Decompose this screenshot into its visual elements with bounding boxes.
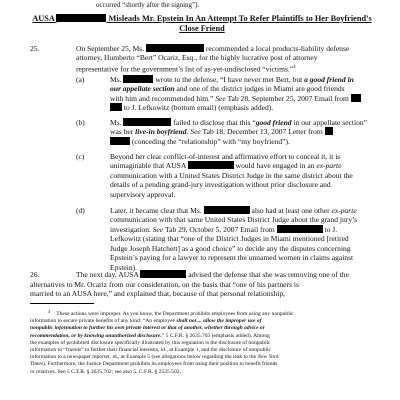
p26-text: married to an AUSA here,” and explained that, because of that personal relationship, <box>30 288 286 298</box>
redaction-block <box>110 137 130 145</box>
pc-text: supervisory approval. <box>110 189 176 199</box>
p25-text: attorney, Humberto “Bert” Ocariz, Esq., for the highly lucrative post of attorney <box>76 53 318 63</box>
top-fragment: occurred “shortly after the signing”). <box>96 1 200 9</box>
paragraph-26 <box>76 251 374 279</box>
pa-text: and one of the district judges in Miami are good friends <box>176 84 345 94</box>
pb-text: Ms. <box>110 118 122 127</box>
redaction-block <box>146 44 204 52</box>
footnote-text: ” 5 C.F.R. § 2635.703 (emphasis added). Among <box>161 332 270 339</box>
paragraph-number-25: 25. <box>30 44 40 53</box>
pa-citation-signal: See <box>215 93 226 103</box>
pb-citation-signal: See <box>190 127 201 137</box>
pd-text: Tab 29, October 5, 2007 Email from <box>165 224 275 234</box>
pc-text: Beyond her clear conflict-of-interest and affirmative effort to conceal it, it is <box>110 152 341 161</box>
heading-pre: AUSA <box>32 14 55 23</box>
footnote-emphasis: recommendation, or by knowing unauthorized disclosure. <box>30 332 162 339</box>
pd-text: grand jury’s <box>320 215 358 225</box>
pd-text: Epstein’s paying for a lawyer to represent the unnamed women in claims against <box>110 253 354 263</box>
subpoint-b-label: (b) <box>76 118 85 127</box>
pa-emphasis: a good friend in <box>304 75 354 84</box>
redaction-block <box>140 270 186 278</box>
p26-text: The next day, AUSA <box>76 270 139 279</box>
pd-text: Judge Joseph Hatchett] as a good choice” to decide any the disputes concerning <box>110 243 351 253</box>
pd-text: Lefkowitz (stating that “one of the District Judges in Miami mentioned [retired <box>110 234 349 244</box>
footnote-divider <box>30 303 94 304</box>
footnote-emphasis: nonpublic information to further his own private interest or that of another, whether through advice or <box>30 325 265 332</box>
p25-text: recommended a local products-liability defense <box>205 44 350 53</box>
footnote-text: These actions were improper. As you know, the Department prohibits employees from using any nonpublic <box>56 311 294 317</box>
redaction-block <box>351 94 361 102</box>
footnote-emphasis: New York <box>257 354 279 361</box>
redaction-block <box>277 225 323 233</box>
subpoint-c <box>110 152 374 199</box>
footnote-text: information to a newspaper reporter, id., at Example 5 (see allegations below regarding the leak to the <box>30 354 257 361</box>
pd-text: communication with that same United States District Judge about the <box>110 215 319 225</box>
pd-text: Epstein). <box>110 262 138 272</box>
footnote-text: information to “friends” to further their financial interests, id., at Example 1, and the disclosure of nonpublic <box>30 347 271 354</box>
pb-emphasis: live-in boyfriend <box>135 127 187 137</box>
subpoint-c-label: (c) <box>76 152 85 161</box>
p25-text: representative for the government’s list of as-yet-undisclosed “victims.” <box>76 64 294 74</box>
pa-text: wrote to the defense, “I have never met Bert, but <box>155 75 303 84</box>
p26-text: alternatives to Mr. Ocariz from our consideration, on the basis that “one of his partners is <box>30 279 299 289</box>
p26-text: advised the defense that she was removing one of the <box>188 270 349 279</box>
footnote-emphasis: ... allow the improper use of <box>197 318 262 325</box>
redaction-block <box>56 14 106 22</box>
pc-text: communication with a United States District Judge in the same district about the <box>110 170 353 180</box>
pc-emphasis: ex-parte <box>316 161 342 171</box>
footnote-emphasis: shall not <box>176 318 197 325</box>
footnote-mark: 4 <box>48 309 51 314</box>
pc-text: details of a pending grand-jury investigation without prior disclosure and <box>110 180 331 190</box>
redaction-block <box>123 118 171 126</box>
footnote-text: information to secure private benefits of any kind: “An employee <box>30 318 175 325</box>
pb-text: (conceding the “relationship” with “my boyfriend”). <box>131 136 290 146</box>
pa-text: to J. Lefkowitz (bottom email) (emphasis added). <box>123 103 274 113</box>
pb-emphasis: good friend <box>255 118 292 127</box>
pc-text: would have engaged in an <box>235 161 315 171</box>
pb-text: . <box>186 127 189 137</box>
pd-text: also had at least one other <box>251 206 330 215</box>
pd-citation-signal: See <box>152 224 164 234</box>
redaction-block <box>325 127 333 135</box>
redaction-block <box>123 75 153 83</box>
pd-text: Later, it became clear that Ms. <box>110 206 202 215</box>
footnote-emphasis: Times <box>30 361 43 368</box>
section-heading <box>30 14 374 34</box>
redaction-block <box>110 103 122 111</box>
subpoint-b <box>110 118 374 146</box>
footnote-4 <box>30 308 374 376</box>
paragraph-number-26: 26. <box>30 270 40 279</box>
paragraph-25 <box>76 44 374 74</box>
redaction-block <box>188 161 234 169</box>
pd-text: investigation. <box>110 224 151 234</box>
pb-text: Tab 18, December 13, 2007 Letter from <box>202 127 323 137</box>
subpoint-a <box>110 75 374 113</box>
pa-emphasis: our appellate section <box>110 84 175 94</box>
footnote-text: ). Furthermore, the Justice Department prohibits its employees from using their position to benefit friends <box>42 361 278 368</box>
footnote-text: or relatives. See 5 C.F.R. § 2635.702; see also 5. C.F.R. § 2535.502. <box>30 368 181 375</box>
p25-text: On September 25, Ms. <box>76 44 145 53</box>
footnote-text: the examples of prohibited disclosure specifically illustrated by this regulation is the disclosure of nonpublic <box>30 339 271 346</box>
heading-post: Misleads Mr. Epstein In An Attempt To Refer Plaintiffs to Her Boyfriend’s Close Friend <box>108 14 372 33</box>
pb-text: failed to disclose that this “ <box>173 118 256 127</box>
pc-text: unimaginable that AUSA <box>110 161 186 171</box>
paragraph-26-continued <box>30 280 374 299</box>
pb-text: was her <box>110 127 134 137</box>
footnote-ref: 4 <box>293 64 296 70</box>
pa-text: Tab 28, September 25, 2007 Email from <box>227 93 349 103</box>
subpoint-a-label: (a) <box>76 75 85 84</box>
pd-text: to J. <box>324 224 338 234</box>
pa-text: Ms. <box>110 75 122 84</box>
redaction-block <box>204 206 250 214</box>
pd-emphasis: ex-parte <box>331 206 357 215</box>
subpoint-d-label: (d) <box>76 206 85 215</box>
pb-text: in our appellate section” <box>293 118 368 127</box>
pa-text: with him and recommended him.” <box>110 93 214 103</box>
